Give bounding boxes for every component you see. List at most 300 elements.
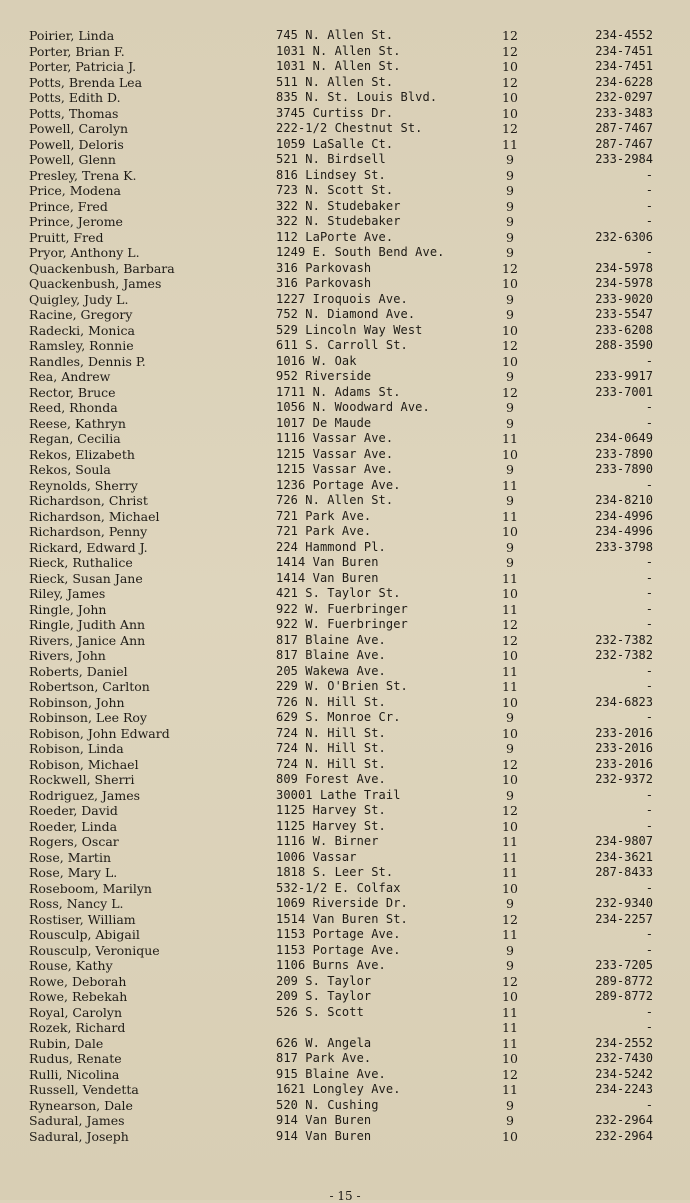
directory-row [0, 912, 690, 928]
grade: 10 [502, 90, 518, 105]
phone-number: 232-6306 [595, 229, 653, 244]
address: 724 N. Hill St. [276, 741, 386, 755]
student-name: Rozek, Richard [29, 1020, 126, 1035]
address: 1125 Harvey St. [276, 818, 386, 833]
phone-number: - [645, 555, 653, 569]
address: 1215 Vassar Ave. [276, 462, 394, 476]
address: 1106 Burns Ave. [276, 958, 386, 972]
directory-row [0, 28, 690, 44]
phone-number: - [645, 245, 653, 259]
student-name: Royal, Carolyn [29, 1004, 123, 1020]
directory-row [0, 1051, 690, 1067]
address: 835 N. St. Louis Blvd. [276, 90, 438, 104]
student-name: Rieck, Ruthalice [29, 555, 133, 570]
directory-row [0, 152, 690, 168]
directory-row [0, 974, 690, 990]
grade: 12 [502, 74, 518, 90]
address: 1031 N. Allen St. [276, 43, 401, 58]
address: 915 Blaine Ave. [276, 1066, 386, 1081]
phone-number: 233-9020 [595, 291, 653, 306]
student-name: Ringle, Judith Ann [29, 617, 146, 632]
phone-number: 233-7205 [595, 958, 653, 972]
address: 224 Hammond Pl. [276, 539, 386, 554]
student-name: Rouse, Kathy [29, 958, 113, 973]
directory-row [0, 943, 690, 959]
phone-number: 234-2257 [595, 911, 653, 926]
student-name: Sadural, James [29, 1113, 125, 1128]
directory-row [0, 540, 690, 556]
directory-row [0, 741, 690, 757]
phone-number: 234-4996 [595, 508, 653, 523]
directory-row [0, 183, 690, 199]
student-name: Richardson, Penny [29, 524, 148, 539]
directory-row [0, 571, 690, 587]
student-name: Roseboom, Marilyn [29, 880, 152, 896]
grade: 12 [502, 911, 518, 927]
grade: 10 [502, 524, 518, 539]
student-name: Quackenbush, Barbara [29, 260, 175, 276]
address: 723 N. Scott St. [276, 183, 394, 197]
grade: 10 [502, 1128, 518, 1144]
address: 1414 Van Buren [276, 555, 379, 569]
directory-row [0, 648, 690, 664]
student-name: Roeder, David [29, 803, 118, 818]
grade: 12 [502, 617, 518, 632]
student-name: Robertson, Carlton [29, 679, 150, 694]
address: 1056 N. Woodward Ave. [276, 400, 430, 414]
directory-row [0, 803, 690, 819]
phone-number: - [645, 586, 653, 600]
student-name: Powell, Deloris [29, 136, 124, 152]
directory-row [0, 617, 690, 633]
student-name: Reed, Rhonda [29, 400, 118, 415]
grade: 10 [502, 648, 518, 663]
grade: 9 [506, 958, 514, 973]
grade: 12 [502, 28, 518, 43]
grade: 11 [502, 570, 518, 586]
directory-row [0, 137, 690, 153]
grade: 9 [506, 183, 514, 198]
phone-number: 233-9917 [595, 369, 653, 383]
directory-row [0, 431, 690, 447]
address: 1249 E. South Bend Ave. [276, 245, 445, 259]
student-name: Quackenbush, James [29, 276, 162, 291]
student-name: Randles, Dennis P. [29, 353, 146, 369]
student-name: Ramsley, Ronnie [29, 338, 134, 353]
address: 526 S. Scott [276, 1004, 364, 1019]
student-name: Roeder, Linda [29, 818, 118, 834]
address: 3745 Curtiss Dr. [276, 105, 394, 120]
address: 209 S. Taylor [276, 989, 372, 1003]
address: 421 S. Taylor St. [276, 586, 401, 600]
directory-row [0, 757, 690, 773]
grade: 10 [502, 276, 518, 291]
directory-row [0, 1005, 690, 1021]
grade: 11 [502, 601, 518, 617]
phone-number: 233-3798 [595, 539, 653, 554]
grade: 11 [502, 136, 518, 152]
address: 952 Riverside [276, 369, 372, 383]
address: 1236 Portage Ave. [276, 477, 401, 492]
grade: 10 [502, 694, 518, 710]
grade: 12 [502, 1066, 518, 1082]
phone-number: 234-7451 [595, 43, 653, 58]
address: 817 Blaine Ave. [276, 632, 386, 647]
grade: 9 [506, 462, 514, 477]
phone-number: - [645, 880, 653, 895]
directory-row [0, 555, 690, 571]
address: 532-1/2 E. Colfax [276, 880, 401, 895]
address: 205 Wakewa Ave. [276, 663, 386, 678]
address: 1059 LaSalle Ct. [276, 136, 394, 151]
grade: 9 [506, 198, 514, 214]
directory-row [0, 59, 690, 75]
directory-row [0, 121, 690, 137]
student-name: Quigley, Judy L. [29, 291, 129, 307]
address: 1069 Riverside Dr. [276, 896, 408, 910]
student-name: Potts, Edith D. [29, 90, 121, 105]
grade: 10 [502, 1051, 518, 1066]
address: 1031 N. Allen St. [276, 59, 401, 73]
phone-number: 233-6208 [595, 322, 653, 337]
student-name: Rostiser, William [29, 911, 136, 927]
directory-row [0, 354, 690, 370]
grade: 9 [506, 1097, 514, 1113]
phone-number: 234-4552 [595, 28, 653, 42]
student-directory-list [0, 28, 690, 1144]
grade: 9 [506, 152, 514, 167]
address: 1227 Iroquois Ave. [276, 291, 408, 306]
student-name: Rose, Mary L. [29, 865, 118, 880]
directory-row [0, 772, 690, 788]
phone-number: 234-5978 [595, 276, 653, 290]
address: 322 N. Studebaker [276, 198, 401, 213]
grade: 9 [506, 229, 514, 245]
phone-number: - [645, 353, 653, 368]
directory-row [0, 44, 690, 60]
address: 1116 Vassar Ave. [276, 431, 394, 445]
directory-row [0, 230, 690, 246]
address: 726 N. Hill St. [276, 694, 386, 709]
directory-row [0, 214, 690, 230]
student-name: Regan, Cecilia [29, 431, 121, 446]
directory-row [0, 400, 690, 416]
student-name: Rieck, Susan Jane [29, 570, 143, 586]
directory-row [0, 1129, 690, 1145]
phone-number: - [645, 710, 653, 724]
directory-row [0, 245, 690, 261]
phone-number: 233-2016 [595, 756, 653, 771]
directory-row [0, 75, 690, 91]
grade: 11 [502, 508, 518, 524]
directory-row [0, 865, 690, 881]
address: 626 W. Angela [276, 1035, 372, 1050]
phone-number: - [645, 167, 653, 182]
student-name: Presley, Trena K. [29, 167, 137, 183]
address: 1514 Van Buren St. [276, 911, 408, 926]
page-number: - 15 - [329, 1189, 361, 1203]
address: 520 N. Cushing [276, 1097, 379, 1112]
student-name: Richardson, Christ [29, 493, 148, 508]
address: 1153 Portage Ave. [276, 927, 401, 941]
directory-row [0, 1036, 690, 1052]
address: 817 Park Ave. [276, 1051, 372, 1065]
grade: 9 [506, 369, 514, 384]
address: 629 S. Monroe Cr. [276, 710, 401, 724]
directory-row [0, 478, 690, 494]
grade: 9 [506, 400, 514, 415]
grade: 10 [502, 772, 518, 787]
directory-row [0, 834, 690, 850]
student-name: Porter, Brian F. [29, 43, 125, 59]
student-name: Porter, Patricia J. [29, 59, 137, 74]
phone-number: 232-9340 [595, 896, 653, 910]
student-name: Rulli, Nicolina [29, 1066, 120, 1082]
address: 611 S. Carroll St. [276, 338, 408, 352]
grade: 12 [502, 973, 518, 989]
grade: 11 [502, 927, 518, 942]
grade: 9 [506, 539, 514, 555]
address: 529 Lincoln Way West [276, 322, 423, 337]
student-name: Richardson, Michael [29, 508, 160, 524]
phone-number: - [645, 570, 653, 585]
phone-number: 234-9807 [595, 834, 653, 848]
phone-number: - [645, 1020, 653, 1034]
directory-row [0, 664, 690, 680]
directory-row [0, 881, 690, 897]
directory-row [0, 710, 690, 726]
address: 721 Park Ave. [276, 524, 372, 538]
phone-number: 289-8772 [595, 973, 653, 988]
directory-row [0, 633, 690, 649]
student-name: Ringle, John [29, 601, 107, 617]
directory-row [0, 1020, 690, 1036]
phone-number: 232-7382 [595, 648, 653, 662]
phone-number: - [645, 477, 653, 492]
address: 1017 De Maude [276, 415, 372, 430]
directory-row [0, 524, 690, 540]
address: 914 Van Buren [276, 1128, 372, 1143]
grade: 9 [506, 245, 514, 260]
directory-row [0, 416, 690, 432]
phone-number: - [645, 198, 653, 213]
directory-row [0, 323, 690, 339]
grade: 10 [502, 989, 518, 1004]
phone-number: 234-5978 [595, 260, 653, 275]
address: 817 Blaine Ave. [276, 648, 386, 662]
address: 322 N. Studebaker [276, 214, 401, 228]
phone-number: 232-9372 [595, 772, 653, 786]
address: 752 N. Diamond Ave. [276, 307, 416, 321]
grade: 9 [506, 710, 514, 725]
grade: 9 [506, 167, 514, 183]
student-name: Robinson, Lee Roy [29, 710, 147, 725]
address: 724 N. Hill St. [276, 725, 386, 740]
directory-row [0, 958, 690, 974]
phone-number: 289-8772 [595, 989, 653, 1003]
student-name: Rivers, Janice Ann [29, 632, 146, 648]
directory-row [0, 509, 690, 525]
address: 112 LaPorte Ave. [276, 229, 394, 244]
grade: 11 [502, 849, 518, 865]
student-name: Radecki, Monica [29, 322, 135, 338]
student-name: Rekos, Soula [29, 462, 111, 477]
phone-number: - [645, 214, 653, 228]
phone-number: 234-2552 [595, 1035, 653, 1050]
student-name: Robison, Michael [29, 756, 139, 772]
student-name: Rynearson, Dale [29, 1097, 133, 1113]
grade: 9 [506, 942, 514, 958]
grade: 10 [502, 446, 518, 462]
student-name: Rivers, John [29, 648, 106, 663]
directory-row [0, 726, 690, 742]
address: 922 W. Fuerbringer [276, 617, 408, 631]
directory-row [0, 819, 690, 835]
directory-row [0, 927, 690, 943]
phone-number: - [645, 942, 653, 957]
address: 316 Parkovash [276, 260, 372, 275]
address: 809 Forest Ave. [276, 772, 386, 786]
grade: 12 [502, 756, 518, 772]
grade: 9 [506, 493, 514, 508]
phone-number: - [645, 679, 653, 693]
address: 229 W. O'Brien St. [276, 679, 408, 693]
student-name: Potts, Brenda Lea [29, 74, 143, 90]
phone-number: - [645, 601, 653, 616]
address: 1125 Harvey St. [276, 803, 386, 817]
address: 1116 W. Birner [276, 834, 379, 848]
directory-row [0, 850, 690, 866]
grade: 9 [506, 307, 514, 322]
phone-number: 233-2016 [595, 725, 653, 740]
directory-row [0, 261, 690, 277]
directory-row [0, 369, 690, 385]
address: 724 N. Hill St. [276, 756, 386, 771]
address: 726 N. Allen St. [276, 493, 394, 507]
phone-number: 234-6228 [595, 74, 653, 89]
phone-number: 287-7467 [595, 136, 653, 151]
phone-number: 287-7467 [595, 121, 653, 135]
address: 914 Van Buren [276, 1113, 372, 1127]
phone-number: 232-2964 [595, 1113, 653, 1127]
address: 511 N. Allen St. [276, 74, 394, 89]
phone-number: 234-8210 [595, 493, 653, 507]
directory-row [0, 679, 690, 695]
address: 209 S. Taylor [276, 973, 372, 988]
phone-number: 234-5242 [595, 1066, 653, 1081]
student-name: Price, Modena [29, 183, 121, 198]
phone-number: - [645, 787, 653, 802]
directory-row [0, 292, 690, 308]
grade: 12 [502, 803, 518, 818]
grade: 11 [502, 1082, 518, 1097]
grade: 9 [506, 291, 514, 307]
phone-number: 288-3590 [595, 338, 653, 352]
student-name: Pruitt, Fred [29, 229, 104, 245]
student-name: Rekos, Elizabeth [29, 446, 135, 462]
directory-row [0, 447, 690, 463]
grade: 12 [502, 338, 518, 353]
phone-number: 233-3483 [595, 105, 653, 120]
student-name: Rogers, Oscar [29, 834, 119, 849]
directory-row [0, 586, 690, 602]
phone-number: - [645, 1097, 653, 1112]
student-name: Potts, Thomas [29, 105, 119, 121]
grade: 11 [502, 865, 518, 880]
phone-number: 233-5547 [595, 307, 653, 321]
student-name: Rowe, Deborah [29, 973, 127, 989]
student-name: Rickard, Edward J. [29, 539, 148, 555]
student-name: Rose, Martin [29, 849, 111, 865]
phone-number: 234-4996 [595, 524, 653, 538]
grade: 11 [502, 1004, 518, 1020]
phone-number: - [645, 400, 653, 414]
student-name: Russell, Vendetta [29, 1082, 139, 1097]
student-name: Pryor, Anthony L. [29, 245, 140, 260]
directory-row [0, 385, 690, 401]
grade: 11 [502, 477, 518, 493]
phone-number: - [645, 1004, 653, 1019]
student-name: Rodriguez, James [29, 787, 141, 803]
student-name: Reese, Kathryn [29, 415, 126, 431]
directory-row [0, 1067, 690, 1083]
phone-number: 234-7451 [595, 59, 653, 73]
grade: 10 [502, 586, 518, 601]
student-name: Rousculp, Veronique [29, 942, 160, 958]
address: 1414 Van Buren [276, 570, 379, 585]
address: 1006 Vassar [276, 849, 357, 864]
grade: 11 [502, 663, 518, 679]
address: 816 Lindsey St. [276, 167, 386, 182]
directory-row [0, 106, 690, 122]
directory-row [0, 276, 690, 292]
phone-number: 234-0649 [595, 431, 653, 445]
address: 1621 Longley Ave. [276, 1082, 401, 1096]
grade: 9 [506, 741, 514, 756]
student-name: Riley, James [29, 586, 106, 601]
directory-row [0, 199, 690, 215]
phone-number: - [645, 927, 653, 941]
student-name: Rudus, Renate [29, 1051, 122, 1066]
address: 1711 N. Adams St. [276, 384, 401, 399]
grade: 12 [502, 121, 518, 136]
address: 745 N. Allen St. [276, 28, 394, 42]
grade: 9 [506, 1113, 514, 1128]
student-name: Prince, Jerome [29, 214, 123, 229]
student-name: Reynolds, Sherry [29, 477, 138, 493]
student-name: Powell, Glenn [29, 152, 116, 167]
phone-number: 233-2016 [595, 741, 653, 755]
directory-row [0, 695, 690, 711]
grade: 9 [506, 415, 514, 431]
student-name: Roberts, Daniel [29, 663, 128, 679]
directory-row [0, 602, 690, 618]
phone-number: 234-3621 [595, 849, 653, 864]
directory-row [0, 307, 690, 323]
student-name: Powell, Carolyn [29, 121, 129, 136]
student-name: Rockwell, Sherri [29, 772, 135, 787]
phone-number: 287-8433 [595, 865, 653, 879]
student-name: Racine, Gregory [29, 307, 133, 322]
student-name: Rector, Bruce [29, 384, 116, 400]
address: 922 W. Fuerbringer [276, 601, 408, 616]
phone-number: 233-7001 [595, 384, 653, 399]
student-name: Rousculp, Abigail [29, 927, 140, 942]
grade: 11 [502, 1020, 518, 1035]
directory-row [0, 1113, 690, 1129]
grade: 10 [502, 59, 518, 74]
directory-row [0, 338, 690, 354]
